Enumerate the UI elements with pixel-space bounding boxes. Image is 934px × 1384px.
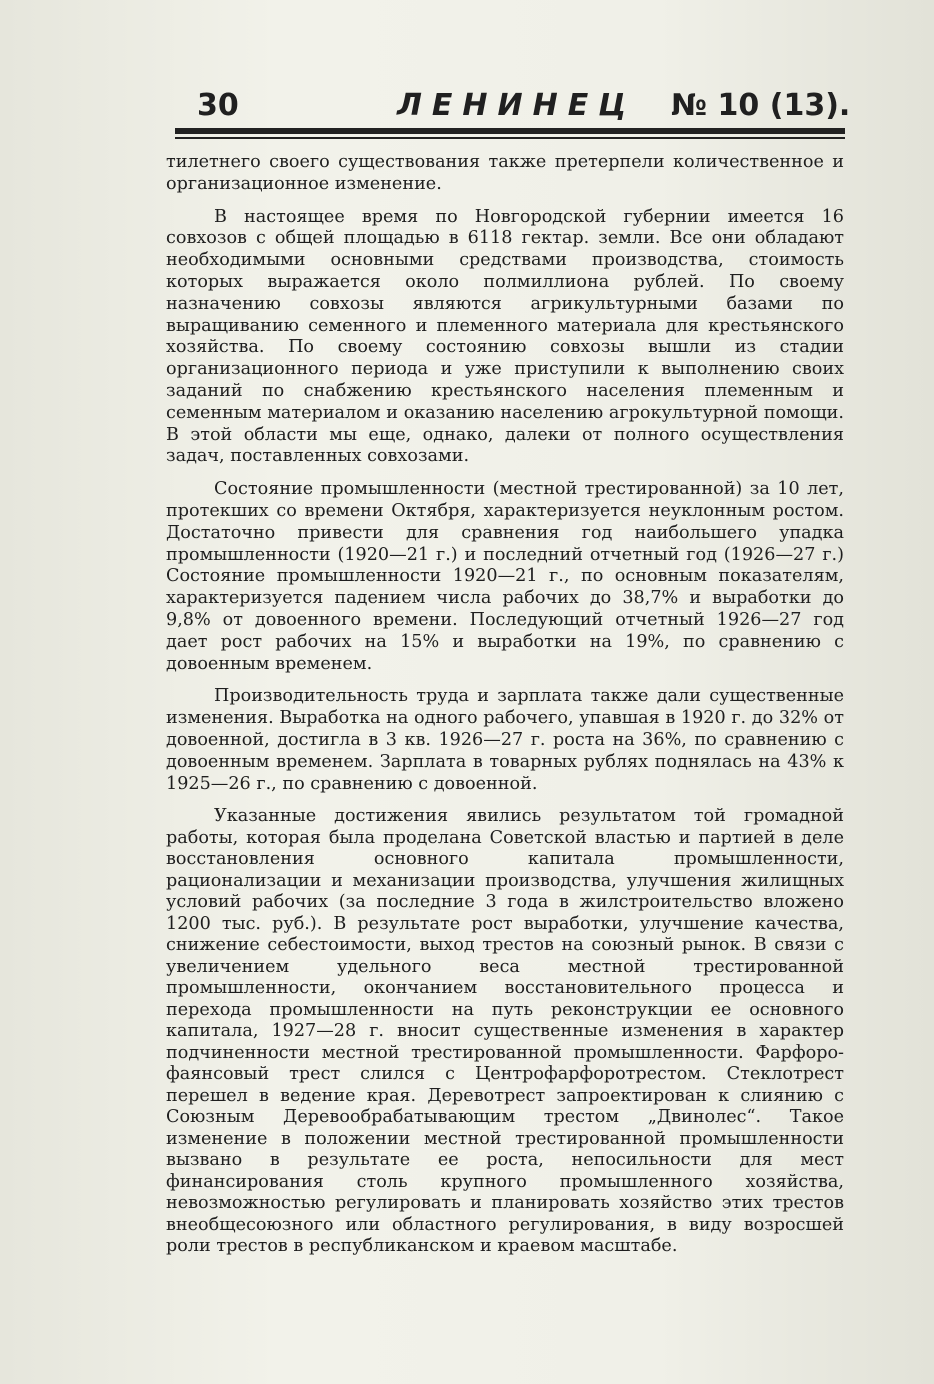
body-text <box>166 152 844 1269</box>
header-rule-thick <box>175 128 845 134</box>
issue-number: № 10 (13). <box>671 88 851 123</box>
paragraph-4: Производительность труда и зарплата также дали существенные изменения. Выработка на одного рабочего, упавшая в 1920 г. до 32% от довоенной, достигла в 3 кв. 1926—27 г. роста на 36%, по сравнению с довоенным временем. Зарплата в товарных рублях поднялась на 43% к 1925—26 г., по сравнению с довоенной. <box>166 686 844 794</box>
header-rule-thin <box>175 137 845 139</box>
paragraph-5: Указанные достижения явились результатом той громадной работы, которая была проделана Советской властью и партией в деле восстановления основного капитала промышленности, рационализации и механизации производства, улучшения жилищных условий рабочих (за последние 3 года в жилстроительство вложено 1200 тыс. руб.). В результате рост выработки, улучшение качества, снижение себестоимости, выход трестов на союзный рынок. В связи с увеличением удельного веса местной трестированной промышленности, окончанием восстановительного процесса и перехода промышленности на путь реконструкции ее основного капитала, 1927—28 г. вносит существенные изменения в характер подчиненности местной трестированной промышленности. Фарфоро-фаянсовый трест слился с Центрофарфоротрестом. Стеклотрест перешел в ведение края. Деревотрест запроектирован к слиянию с Союзным Деревообрабатывающим трестом „Двинолес“. Такое изменение в положении местной трестированной промышленности вызвано в результате ее роста, непосильности для мест финансирования столь крупного промышленного хозяйства, невозможностью регулировать и планировать хозяйство этих трестов внеобщесоюзного или областного регулирования, в виду возросшей роли трестов в республиканском и краевом масштабе. <box>166 806 844 1257</box>
page-number: 30 <box>197 88 239 123</box>
journal-title: ЛЕНИНЕЦ <box>397 88 637 123</box>
paragraph-1: тилетнего своего существования также претерпели количественное и организационное изменение. <box>166 152 844 194</box>
running-header <box>175 88 851 128</box>
paragraph-2: В настоящее время по Новгородской губернии имеется 16 совхозов с общей площадью в 6118 гектар. земли. Все они обладают необходимыми основными средствами производства, стоимость которых выражается около полмиллиона рублей. По своему назначению совхозы являются агрикультурными базами по выращиванию семенного и племенного материала для крестьянского хозяйства. По своему состоянию совхозы вышли из стадии организационного периода и уже приступили к выполнению своих заданий по снабжению крестьянского населения племенным и семенным материалом и оказанию населению агрокультурной помощи. В этой области мы еще, однако, далеки от полного осуществления задач, поставленных совхозами. <box>166 206 844 467</box>
paragraph-3: Состояние промышленности (местной трестированной) за 10 лет, протекших со времени Октября, характеризуется неуклонным ростом. Достаточно привести для сравнения год наибольшего упадка промышленности (1920—21 г.) и последний отчетный год (1926—27 г.) Состояние промышленности 1920—21 г., по основным показателям, характеризуется падением числа рабочих до 38,7% и выработки до 9,8% от довоенного времени. Последующий отчетный 1926—27 год дает рост рабочих на 15% и выработки на 19%, по сравнению с довоенным временем. <box>166 479 844 674</box>
